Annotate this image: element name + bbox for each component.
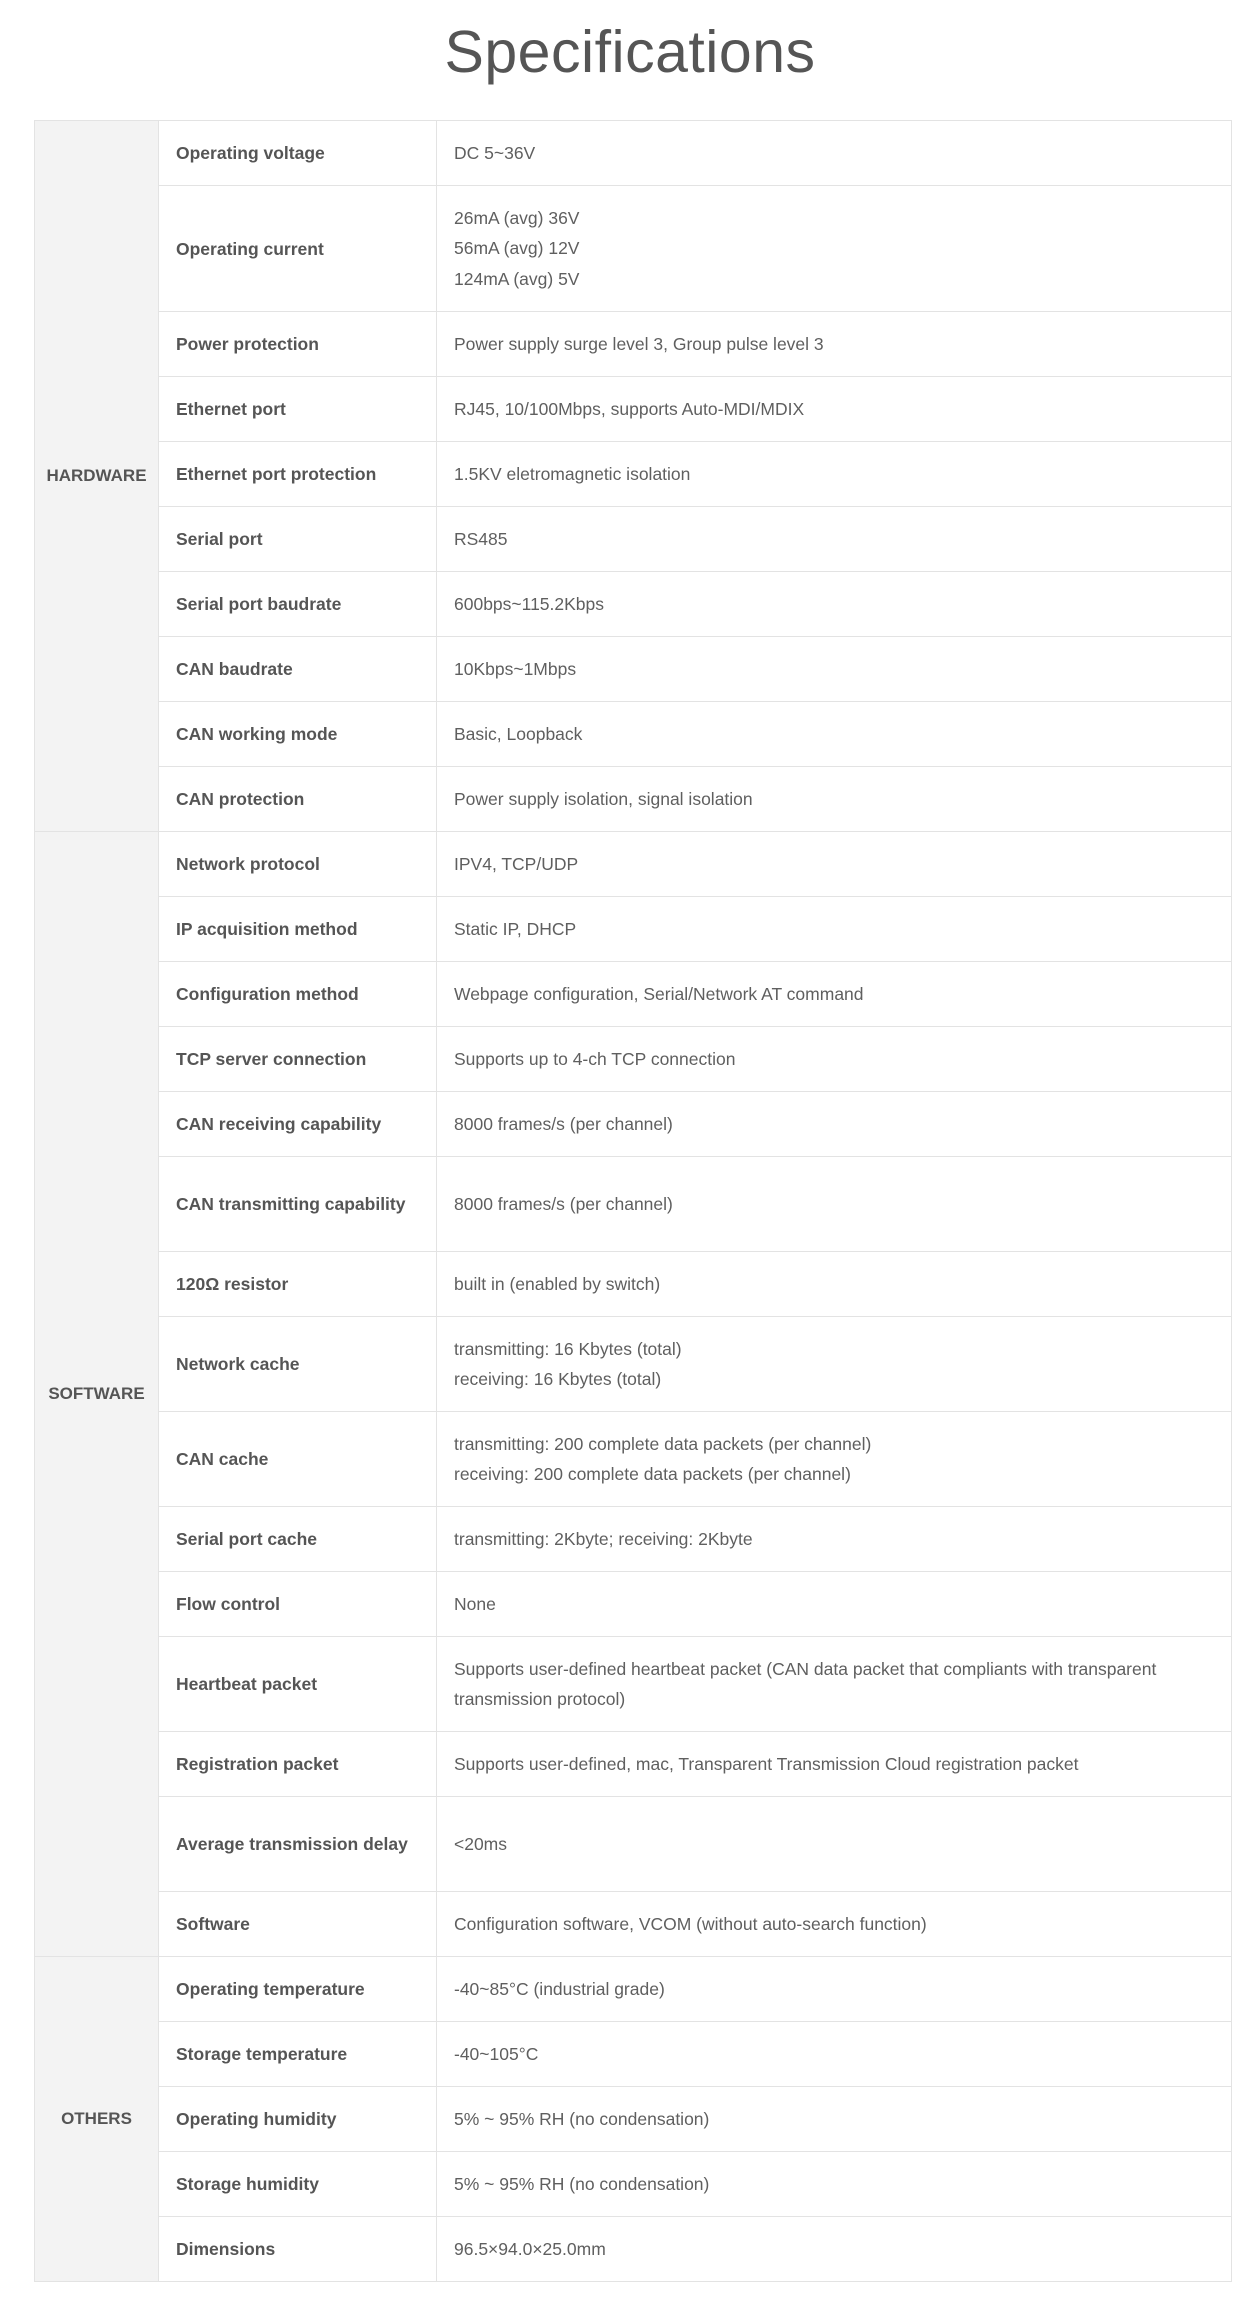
spec-value-line: 10Kbps~1Mbps — [454, 658, 577, 679]
spec-name: CAN protection — [159, 767, 437, 832]
spec-value — [437, 1317, 1232, 1412]
spec-row-can-working-mode — [35, 702, 1232, 767]
spec-value-line: Webpage configuration, Serial/Network AT command — [454, 983, 864, 1004]
spec-value-line: transmitting: 16 Kbytes (total) — [454, 1338, 682, 1359]
spec-name: Dimensions — [159, 2217, 437, 2282]
spec-name: Flow control — [159, 1572, 437, 1637]
spec-value-line: None — [454, 1593, 496, 1614]
spec-value-line: transmitting: 2Kbyte; receiving: 2Kbyte — [454, 1528, 753, 1549]
spec-name: Operating temperature — [159, 1957, 437, 2022]
spec-name: 120Ω resistor — [159, 1252, 437, 1317]
spec-row-heartbeat-packet — [35, 1637, 1232, 1732]
spec-row-registration-packet — [35, 1732, 1232, 1797]
spec-value — [437, 377, 1232, 442]
spec-row-serial-port — [35, 507, 1232, 572]
spec-value — [437, 2217, 1232, 2282]
spec-name: Registration packet — [159, 1732, 437, 1797]
spec-value-line: receiving: 16 Kbytes (total) — [454, 1369, 662, 1389]
spec-name: Operating humidity — [159, 2087, 437, 2152]
spec-value-line: Static IP, DHCP — [454, 918, 577, 939]
spec-value — [437, 2152, 1232, 2217]
spec-name: Software — [159, 1892, 437, 1957]
spec-value — [437, 1732, 1232, 1797]
spec-value-line: 56mA (avg) 12V — [454, 238, 580, 259]
spec-value — [437, 767, 1232, 832]
spec-value-line: Power supply isolation, signal isolation — [454, 788, 753, 809]
spec-name: Power protection — [159, 312, 437, 377]
spec-value — [437, 702, 1232, 767]
spec-row-can-cache — [35, 1412, 1232, 1507]
spec-name: Average transmission delay — [159, 1797, 437, 1892]
spec-value-line: 124mA (avg) 5V — [454, 268, 580, 289]
spec-value-line: transmitting: 200 complete data packets (per channel) — [454, 1433, 872, 1454]
spec-value-line: 8000 frames/s (per channel) — [454, 1193, 673, 1214]
spec-value-line: built in (enabled by switch) — [454, 1273, 661, 1294]
group-label-others: OTHERS — [35, 1957, 159, 2282]
spec-name: Serial port — [159, 507, 437, 572]
spec-value — [437, 1252, 1232, 1317]
spec-row-tcp-server-connection — [35, 1027, 1232, 1092]
spec-name: Serial port baudrate — [159, 572, 437, 637]
spec-value-line: -40~105°C — [454, 2043, 539, 2064]
spec-row-average-transmission-delay — [35, 1797, 1232, 1892]
spec-value-line: receiving: 200 complete data packets (per channel) — [454, 1464, 851, 1484]
spec-value — [437, 186, 1232, 312]
specifications-table-body — [35, 121, 1232, 2282]
spec-value — [437, 507, 1232, 572]
spec-value-line: 600bps~115.2Kbps — [454, 593, 605, 614]
spec-name: Network cache — [159, 1317, 437, 1412]
spec-row-network-cache — [35, 1317, 1232, 1412]
group-label-hardware: HARDWARE — [35, 121, 159, 832]
spec-row-storage-temperature — [35, 2022, 1232, 2087]
spec-name: Ethernet port protection — [159, 442, 437, 507]
spec-name: IP acquisition method — [159, 897, 437, 962]
spec-row-can-transmitting-capability — [35, 1157, 1232, 1252]
spec-name: TCP server connection — [159, 1027, 437, 1092]
spec-value — [437, 572, 1232, 637]
spec-row-operating-humidity — [35, 2087, 1232, 2152]
spec-row-operating-temperature — [35, 1957, 1232, 2022]
spec-value — [437, 2022, 1232, 2087]
group-label-software: SOFTWARE — [35, 832, 159, 1957]
spec-name: CAN receiving capability — [159, 1092, 437, 1157]
spec-row-serial-port-baudrate — [35, 572, 1232, 637]
spec-value-line: Power supply surge level 3, Group pulse level 3 — [454, 333, 824, 354]
spec-row-operating-current — [35, 186, 1232, 312]
spec-name: Heartbeat packet — [159, 1637, 437, 1732]
spec-name: CAN working mode — [159, 702, 437, 767]
spec-value — [437, 1157, 1232, 1252]
spec-value — [437, 897, 1232, 962]
spec-value-line: Supports user-defined, mac, Transparent Transmission Cloud registration packet — [454, 1753, 1079, 1774]
spec-row-serial-port-cache — [35, 1507, 1232, 1572]
spec-value — [437, 1027, 1232, 1092]
spec-value-line: IPV4, TCP/UDP — [454, 853, 579, 874]
spec-name: CAN baudrate — [159, 637, 437, 702]
spec-row-flow-control — [35, 1572, 1232, 1637]
spec-row-120-resistor — [35, 1252, 1232, 1317]
spec-row-can-receiving-capability — [35, 1092, 1232, 1157]
spec-name: Serial port cache — [159, 1507, 437, 1572]
spec-name: Operating current — [159, 186, 437, 312]
spec-value — [437, 121, 1232, 186]
spec-value-line: RJ45, 10/100Mbps, supports Auto-MDI/MDIX — [454, 398, 805, 419]
spec-value — [437, 1507, 1232, 1572]
spec-value — [437, 1572, 1232, 1637]
spec-value — [437, 1892, 1232, 1957]
spec-row-can-baudrate — [35, 637, 1232, 702]
spec-value-line: Basic, Loopback — [454, 723, 583, 744]
spec-value — [437, 1637, 1232, 1732]
spec-value — [437, 1797, 1232, 1892]
spec-value — [437, 637, 1232, 702]
spec-value — [437, 1412, 1232, 1507]
spec-value-line: 5% ~ 95% RH (no condensation) — [454, 2108, 710, 2129]
spec-value-line: Supports user-defined heartbeat packet (CAN data packet that compliants with transparent transmission protocol) — [454, 1658, 1157, 1709]
spec-value — [437, 2087, 1232, 2152]
spec-value — [437, 832, 1232, 897]
spec-value — [437, 442, 1232, 507]
spec-name: Configuration method — [159, 962, 437, 1027]
spec-row-configuration-method — [35, 962, 1232, 1027]
spec-value — [437, 312, 1232, 377]
spec-value-line: Configuration software, VCOM (without auto-search function) — [454, 1913, 927, 1934]
spec-value — [437, 1092, 1232, 1157]
spec-value — [437, 962, 1232, 1027]
spec-row-ethernet-port-protection — [35, 442, 1232, 507]
spec-row-ip-acquisition-method — [35, 897, 1232, 962]
spec-value-line: 26mA (avg) 36V — [454, 207, 580, 228]
spec-row-ethernet-port — [35, 377, 1232, 442]
spec-row-power-protection — [35, 312, 1232, 377]
spec-row-storage-humidity — [35, 2152, 1232, 2217]
spec-name: Storage humidity — [159, 2152, 437, 2217]
spec-row-can-protection — [35, 767, 1232, 832]
spec-value-line: 1.5KV eletromagnetic isolation — [454, 463, 691, 484]
spec-value-line: -40~85°C (industrial grade) — [454, 1978, 665, 1999]
specifications-table — [34, 120, 1232, 2282]
spec-row-software — [35, 1892, 1232, 1957]
page-title: Specifications — [444, 19, 816, 85]
spec-value-line: DC 5~36V — [454, 142, 536, 163]
spec-name: Network protocol — [159, 832, 437, 897]
spec-row-dimensions — [35, 2217, 1232, 2282]
spec-value-line: Supports up to 4-ch TCP connection — [454, 1048, 736, 1069]
spec-value-line: <20ms — [454, 1833, 508, 1854]
spec-name: Ethernet port — [159, 377, 437, 442]
spec-name: CAN cache — [159, 1412, 437, 1507]
spec-value-line: RS485 — [454, 528, 508, 549]
spec-value-line: 5% ~ 95% RH (no condensation) — [454, 2173, 710, 2194]
spec-value — [437, 1957, 1232, 2022]
spec-value-line: 96.5×94.0×25.0mm — [454, 2238, 606, 2259]
spec-row-operating-voltage — [35, 121, 1232, 186]
spec-name: Storage temperature — [159, 2022, 437, 2087]
spec-row-network-protocol — [35, 832, 1232, 897]
spec-name: CAN transmitting capability — [159, 1157, 437, 1252]
spec-name: Operating voltage — [159, 121, 437, 186]
spec-value-line: 8000 frames/s (per channel) — [454, 1113, 673, 1134]
